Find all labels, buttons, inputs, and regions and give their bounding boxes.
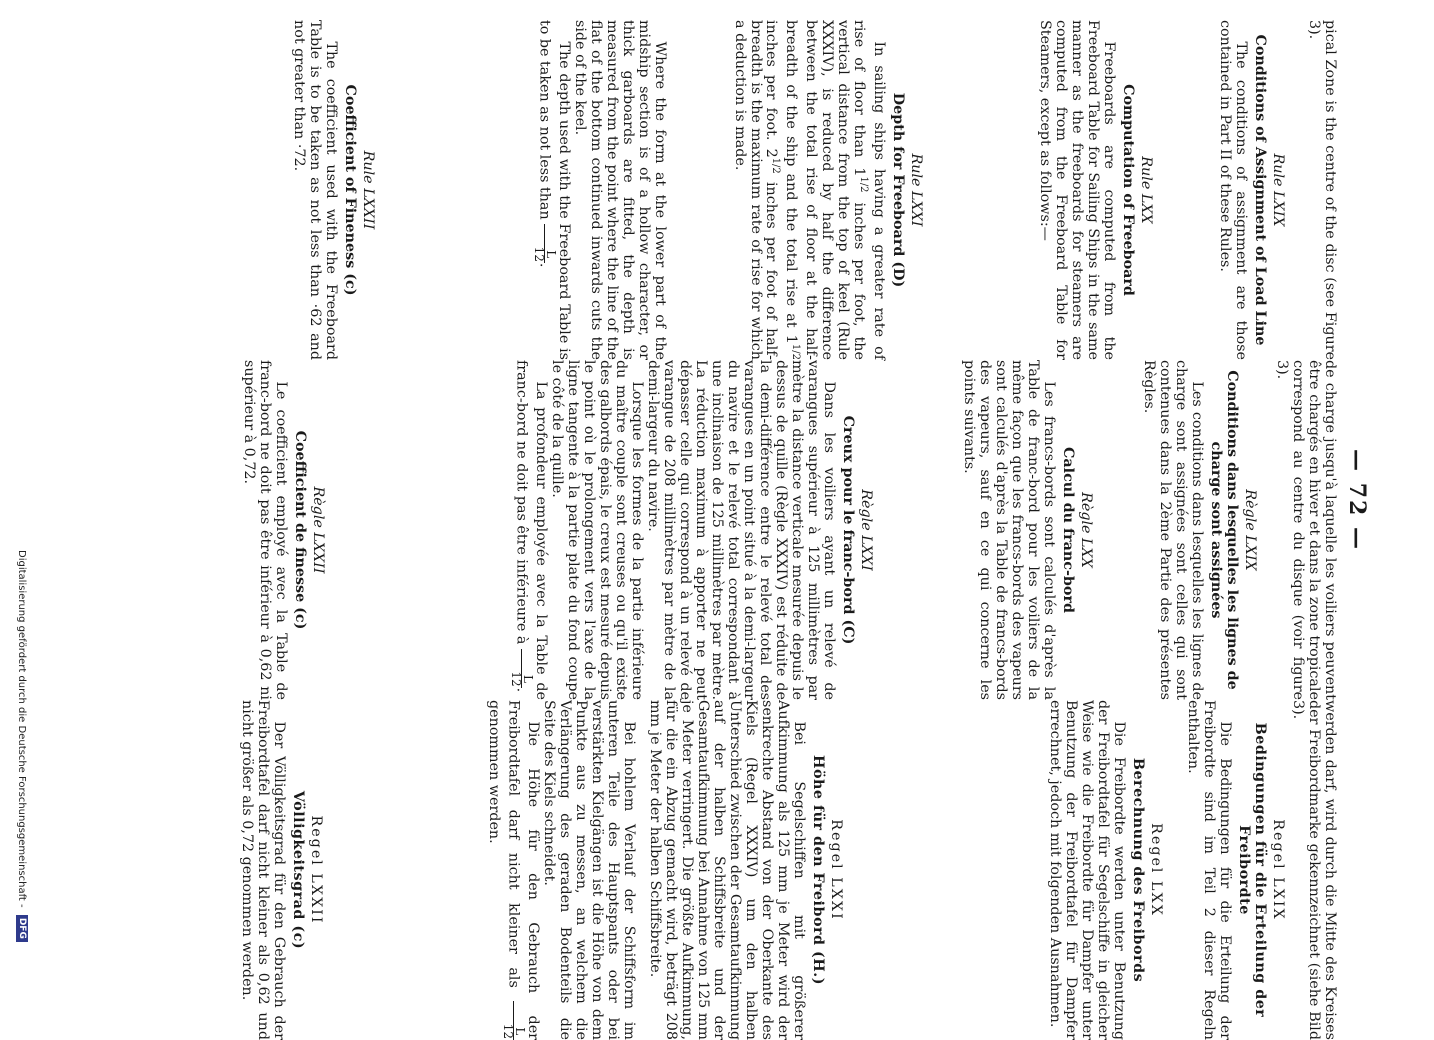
rule-title: Rule LXIX [1270,153,1286,227]
rule-text: La profondeur employée avec la Table de franc-bord ne doit pas être inférieure à L 12 . [509,360,549,700]
rule-text: Bei hohlem Verlauf der Schiffsform im unteren Teile des Hauptspants oder bei verstärkten Kielgängen ist die Höhe von dem Punkte aus zu messen, an welchem die Verlängerung des geraden Bodenteils die Seite des Kiels schneidet. [541,700,637,1040]
rule-title: Regel LXIX [1270,819,1286,921]
rule-71-fr [510,360,874,700]
rule-71-en [533,20,924,360]
rule-70-fr [961,360,1094,700]
rule-69-fr [1141,360,1258,700]
rule-text: Where the form at the lower part of the midship section is of a hollow character, or thick garboards are fitted, the depth is measured from the point where the line of the flat of the bottom continued inwards cuts the side of the keel. [571,20,668,360]
rule-text: The coefficient used with the Freeboard Table is to be taken as not less than ·62 and not greater than ·72. [291,20,339,360]
rule-title: Regel LXXII [308,815,324,925]
rule-71-de [486,700,844,1040]
dfg-logo: DFG [16,915,28,942]
rule-text: The conditions of assignment are those contained in Part II of these Rules. [1217,20,1249,360]
rule-72-fr [241,360,326,700]
rule-text: Le coefficient employé avec la Table de franc-bord ne doit pas être inférieur à 0,62 ni supérieur à 0,72. [241,360,289,700]
rule-heading: Bedingungen für die Erteilung der Freibordte [1236,722,1268,1018]
rule-72-de [239,700,324,1040]
rule-heading: Höhe für den Freibord (H.) [810,754,826,986]
rule-text: Lorsque les formes de la partie inférieure du maître couple sont creuses ou qu'il existe des galbords épais, le creux est mesuré depuis le point où le prolongement vers l'axe de la ligne tangente à la partie plate du fond coupe le côté de la quille. [549,360,645,700]
rule-heading: Conditions dans lesquelles les lignes de charge sont assignées [1208,370,1240,690]
rule-text: The depth used with the Freeboard Table is to be taken as not less than L 12 . [531,20,572,360]
rule-title: Regel LXXI [828,819,844,921]
rule-heading: Völligkeitsgrad (c) [290,790,306,950]
rule-title: Rule LXX [1138,156,1154,224]
rule-heading: Computation of Freeboard [1120,84,1136,296]
rule-title: Règle LXX [1078,492,1094,568]
rule-text: Bei Segelschiffen mit größerer Aufkimmung als 125 mm je Meter wird der senkrechte Abstand von der Oberkante des Kiels (Regel XXXIV) um den halben Unterschied zwischen der Gesamtaufkimmung auf der halben Schiffsbreite und der Gesamtaufkimmung bei Annahme von 125 mm je Meter verringert. Die größte Aufkimmung, für die ein Abzug gemacht wird, beträgt 208 mm je Meter der halben Schiffsbreite. [647,700,807,1040]
rule-heading: Coefficient de finesse (c) [292,430,308,630]
footer-text: Digitalisierung gefördert durch die Deutsche Forschungsgemeinschaft - [16,550,27,908]
rule-text: Dans les voiliers ayant un relevé de varangues supérieur à 125 millimètres par mètre la distance verticale mesurée depuis le dessus de quille (Règle XXXIV) est réduite de la demi-différence entre le relevé total des varangues en un point situé à la demi-largeur du navire et le relevé total correspondant à une inclinaison de 125 millimètres par mètre. La réduction maximum à apporter ne peut dépasser celle qui correspond à un relevé de varangue de 208 millimètres par mètre de la demi-largeur du navire. [645,360,837,700]
rule-title: Règle LXXI [858,489,874,571]
rule-72-en [291,20,376,360]
rule-heading: Depth for Freeboard (D) [890,92,906,288]
rule-text: Die Höhe für den Gebrauch der Freibordtafel darf nicht kleiner als L 12 genommen werden. [486,700,541,1040]
rule-title: Rule LXXII [360,150,376,230]
rule-text: Les francs-bords sont calculés d'après la Table de franc-bord pour les voiliers de la même façon que les francs-bords des vapeurs sont calculés d'après la Table de francs-bords des vapeurs, sauf en ce qui concerne les points suivants. [961,360,1057,700]
rule-text: Freeboards are computed from the Freeboard Table for Sailing Ships in the same manner as the freeboards for steamers are computed from the Freeboard Table for Steamers, except as follows:— [1037,20,1117,360]
intro-text-en: pical Zone is the centre of the disc (see Figure 3). [1306,20,1338,360]
rule-heading: Coefficient of Fineness (c) [342,84,358,296]
rule-title: Règle LXXII [310,486,326,574]
rule-heading: Calcul du franc-bord [1060,447,1076,613]
rule-heading: Creux pour le franc-bord (C) [840,415,856,645]
rule-text: Die Freibordte werden unter Benutzung der Freibordtafel für Segelschiffe in gleicher Weise wie die Freibordte für Dampfer unter Benutzung der Freibordtafel für Dampfer errechnet, jedoch mit folgenden Ausnahmen. [1047,700,1127,1040]
intro-text-de: werden darf, wird durch die Mitte des Kreises der Freibordmarke gekennzeichnet (siehe Bild 3). [1290,700,1338,1040]
page-number: — 72 — [1344,449,1370,551]
digitization-footer [16,550,28,942]
rule-text: Les conditions dans lesquelles les lignes de charge sont assignées sont celles qui sont contenues dans la 2ème Partie des présentes Règles. [1141,360,1205,700]
rule-text: Die Bedingungen für die Erteilung der Freibordte sind im Teil 2 dieser Regeln enthalten. [1185,700,1233,1040]
intro-text-fr: de charge jusqu'à laquelle les voiliers peuvent être chargés en hiver et dans la zone tropicale correspond au centre du disque (voir figure 3). [1274,360,1338,700]
rule-heading: Conditions of Assignment of Load Line [1252,34,1268,346]
rule-text: In sailing ships having a greater rate of rise of floor than $1^{1/2}$ inches per foot, the vertical distance from the top of keel (Rule XXXIV), is reduced by half the difference between the total rise of floor at the half-breadth of the ship and the total rise at $1^{1/2}$ inches per foot. $2^{1/2}$ inches per foot of half-breadth is the maximum rate of rise for which a deduction is made. [731,20,887,360]
rule-70-en [1037,20,1154,360]
rule-title: Règle LXIX [1242,489,1258,571]
rule-text: Der Völligkeitsgrad für den Gebrauch der Freibordtafel darf nicht kleiner als 0,62 und nicht größer als 0,72 genommen werden. [239,700,287,1040]
rule-70-de [1047,700,1164,1040]
rule-heading: Berechnung des Freibords [1130,757,1146,983]
rule-69-en [1217,20,1286,360]
rule-title: Rule LXXI [908,153,924,227]
rule-69-de [1185,700,1286,1040]
rule-title: Regel LXX [1148,823,1164,917]
